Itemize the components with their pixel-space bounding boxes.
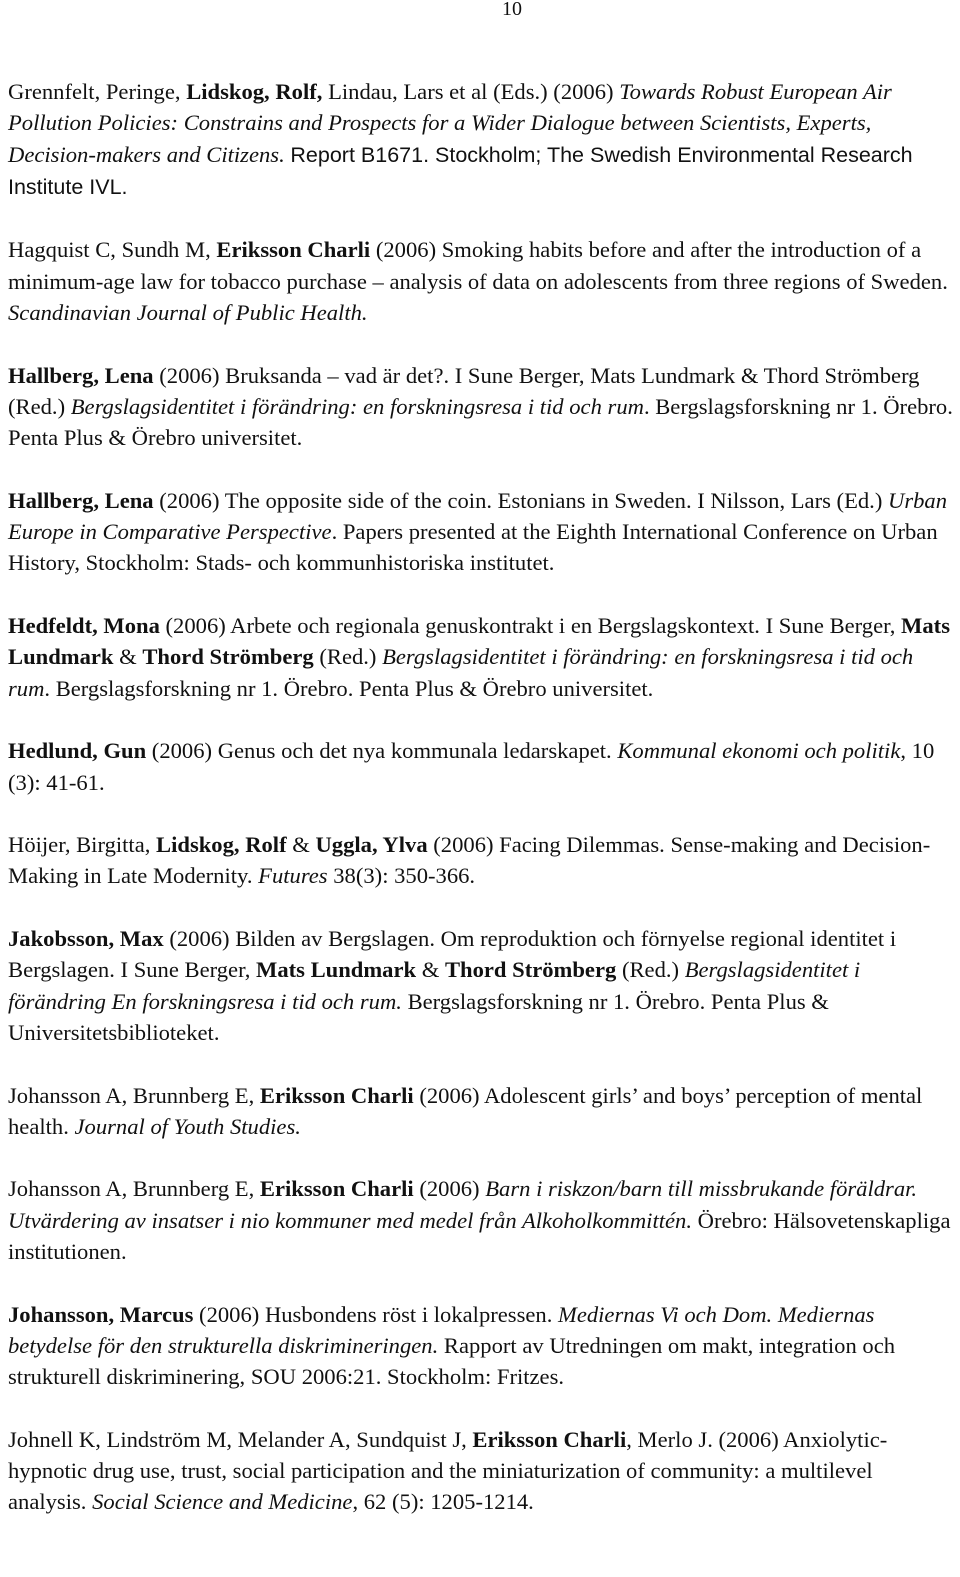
reference-text-segment: & (416, 957, 445, 983)
reference-text-segment: Bergslagsidentitet i förändring: en forskningsresa i tid och rum (8, 644, 914, 701)
reference-text-segment: Hedlund, Gun (8, 738, 147, 764)
reference-text-segment: Bergslagsforskning nr 1. Örebro. Penta Plus & Universitetsbiblioteket. (8, 988, 829, 1045)
reference-text-segment: Report B1671. Stockholm; The Swedish Environmental Research Institute IVL. (8, 142, 913, 199)
reference-text-segment: Futures (258, 863, 328, 889)
reference-text-segment: Barn i riskzon/barn till missbrukande föräldrar. Utvärdering av insatser i nio kommuner med medel från Alkoholkommittén. (8, 1176, 918, 1233)
reference-text-segment: . Papers presented at the Eighth International Conference on Urban History, Stockholm: Stads- och kommunhistoriska institutet. (8, 519, 938, 576)
reference-entry (8, 1299, 953, 1393)
reference-text-segment: (2006) Bruksanda – vad är det?. I Sune Berger, Mats Lundmark & Thord Strömberg (Red.) (8, 362, 920, 419)
reference-text-segment: (2006) (413, 1176, 486, 1202)
reference-entry (8, 1173, 953, 1267)
reference-text-segment: Örebro: Hälsovetenskapliga institutionen. (8, 1207, 951, 1264)
reference-text-segment: (2006) The opposite side of the coin. Estonians in Sweden. I Nilsson, Lars (Ed.) (153, 487, 888, 513)
reference-text-segment: , Merlo J. (2006) Anxiolytic-hypnotic drug use, trust, social participation and the miniaturization of community: a multilevel analysis. (8, 1426, 888, 1515)
reference-text-segment: (Red.) (313, 644, 383, 670)
reference-text-segment: Hedfeldt, Mona (8, 613, 160, 639)
reference-text-segment: , 10 (3): 41-61. (8, 738, 935, 795)
reference-entry (8, 610, 953, 704)
reference-text-segment: Bergslagsidentitet i förändring En forskningsresa i tid och rum. (8, 957, 861, 1014)
reference-text-segment: Jakobsson, Max (8, 926, 164, 952)
reference-text-segment: (2006) Bilden av Bergslagen. Om reproduktion och förnyelse regional identitet i Bergslagen. I Sune Berger, (8, 926, 897, 983)
reference-text-segment: (2006) Facing Dilemmas. Sense-making and Decision-Making in Late Modernity. (8, 832, 931, 889)
reference-text-segment: Lidskog, Rolf (156, 832, 287, 858)
reference-text-segment: Thord Strömberg (142, 644, 314, 670)
reference-text-segment: 38(3): 350-366. (327, 863, 476, 889)
reference-text-segment: Eriksson Charli (259, 1176, 414, 1202)
reference-text-segment: Mats Lundmark (8, 613, 950, 670)
reference-text-segment: Mediernas Vi och Dom. Mediernas betydelse för den strukturella diskrimineringen. (8, 1301, 875, 1358)
reference-text-segment: (Red.) (616, 957, 685, 983)
reference-text-segment: Grennfelt, Peringe, (8, 79, 187, 104)
reference-entry (8, 360, 953, 454)
reference-text-segment: Höijer, Birgitta, (8, 832, 157, 858)
reference-text-segment: Thord Strömberg (444, 957, 617, 983)
reference-text-segment: Lindau, Lars et al (Eds.) (2006) (322, 79, 620, 104)
reference-text-segment: Kommunal ekonomi och politik (617, 738, 901, 764)
reference-text-segment: Uggla, Ylva (315, 832, 428, 858)
reference-text-segment: Hallberg, Lena (8, 362, 154, 388)
reference-text-segment: (2006) Arbete och regionala genuskontrakt i en Bergslagskontext. I Sune Berger, (159, 613, 902, 639)
reference-text-segment: (2006) Genus och det nya kommunala ledarskapet. (146, 738, 618, 764)
reference-text-segment: Mats Lundmark (256, 957, 417, 983)
reference-text-segment: & (113, 644, 143, 670)
reference-text-segment: . Bergslagsforskning nr 1. Örebro. Penta Plus & Örebro universitet. (8, 393, 953, 451)
reference-text-segment: Lidskog, Rolf, (186, 79, 323, 104)
reference-entry (8, 1080, 953, 1143)
reference-entry (8, 923, 953, 1048)
reference-text-segment: Eriksson Charli (259, 1082, 414, 1108)
reference-text-segment: Scandinavian Journal of Public Health. (8, 300, 368, 326)
reference-text-segment: (2006) Adolescent girls’ and boys’ perception of mental health. (8, 1082, 923, 1139)
reference-entry (8, 1424, 953, 1518)
reference-text-segment: Eriksson Charli (472, 1426, 627, 1452)
reference-entry (8, 735, 953, 798)
page-number: 10 (502, 0, 522, 20)
reference-text-segment: Bergslagsidentitet i förändring: en forskningsresa i tid och rum (70, 393, 644, 419)
reference-text-segment: Eriksson Charli (216, 237, 371, 263)
reference-text-segment: Johansson, Marcus (8, 1301, 194, 1327)
reference-text-segment: . Bergslagsforskning nr 1. Örebro. Penta Plus & Örebro universitet. (44, 675, 654, 701)
reference-entry (8, 485, 953, 579)
reference-text-segment: Johnell K, Lindström M, Melander A, Sundquist J, (8, 1426, 473, 1452)
reference-list (8, 76, 953, 1549)
reference-text-segment: Social Science and Medicine (92, 1489, 353, 1515)
reference-entry (8, 234, 953, 328)
reference-text-segment: Urban Europe in Comparative Perspective (8, 487, 947, 545)
reference-text-segment: Towards Robust European Air Pollution Policies: Constrains and Prospects for a Wider Dialogue between Scientists, Experts, Decision-makers and Citizens. (8, 79, 892, 167)
reference-text-segment: (2006) Husbondens röst i lokalpressen. (193, 1301, 558, 1327)
reference-text-segment: Hallberg, Lena (8, 487, 154, 513)
reference-text-segment: Hagquist C, Sundh M, (8, 237, 217, 263)
reference-text-segment: Johansson A, Brunnberg E, (8, 1176, 260, 1202)
reference-entry (8, 76, 953, 203)
reference-text-segment: , 62 (5): 1205-1214. (352, 1489, 534, 1515)
reference-entry (8, 829, 953, 892)
reference-text-segment: Rapport av Utredningen om makt, integration och strukturell diskriminering, SOU 2006:21. Stockholm: Fritzes. (8, 1332, 896, 1390)
reference-text-segment: Johansson A, Brunnberg E, (8, 1082, 260, 1108)
reference-text-segment: Journal of Youth Studies. (74, 1113, 301, 1139)
reference-text-segment: (2006) Smoking habits before and after the introduction of a minimum-age law for tobacco purchase – analysis of data on adolescents from three regions of Sweden. (8, 237, 948, 294)
reference-text-segment: & (286, 832, 316, 858)
